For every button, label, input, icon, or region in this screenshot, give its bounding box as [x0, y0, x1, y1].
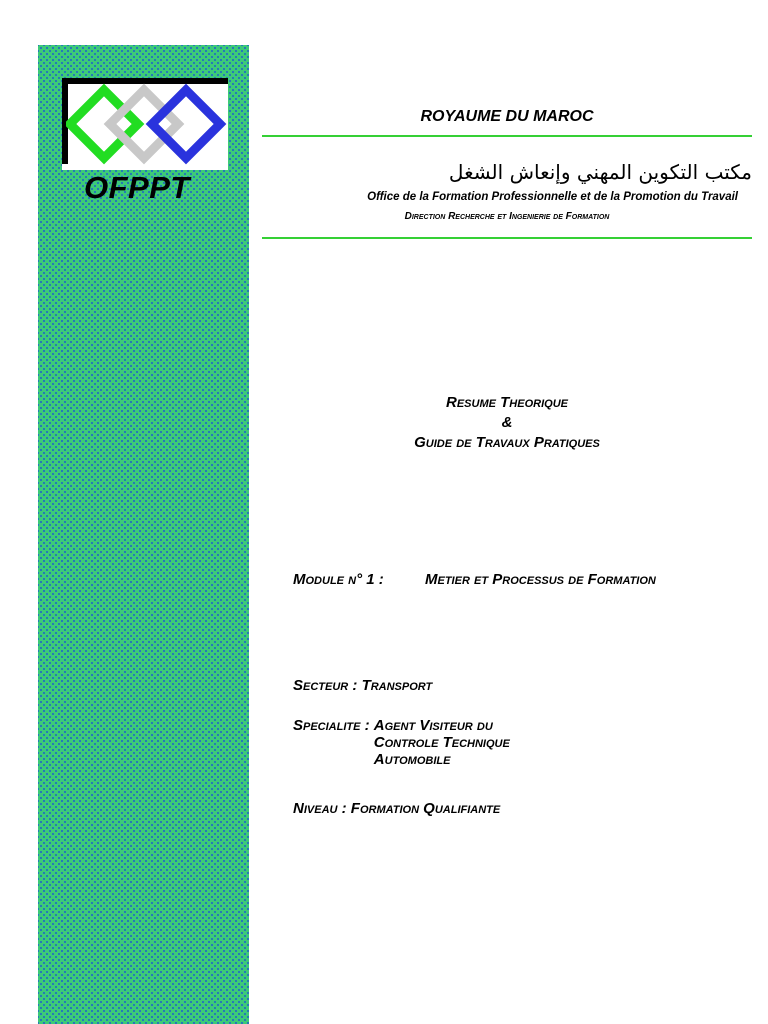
module-label: Module n° 1 :	[293, 571, 388, 588]
specialite-value-line-2: Controle Technique	[373, 734, 510, 751]
secteur-info	[293, 677, 432, 694]
title-line-1: Resume Theorique	[446, 394, 568, 411]
header-rule-top	[262, 135, 752, 137]
office-name: Office de la Formation Professionnelle et de la Promotion du Travail	[367, 191, 738, 203]
niveau-value: Formation Qualifiante	[350, 800, 501, 817]
niveau-label: Niveau :	[293, 800, 351, 817]
specialite-label: Specialite :	[293, 717, 374, 734]
specialite-info	[293, 717, 510, 768]
ofppt-logo-icon	[66, 82, 228, 168]
arabic-office-name: مكتب التكوين المهني وإنعاش الشغل	[448, 160, 752, 184]
module-value: Metier et Processus de Formation	[425, 571, 656, 588]
specialite-value	[374, 717, 510, 768]
module-info	[293, 571, 675, 588]
specialite-value-line-1: Agent Visiteur du	[373, 717, 493, 734]
logo-text: OFPPT	[84, 170, 190, 205]
country-title: ROYAUME DU MAROC	[420, 108, 594, 125]
niveau-info	[293, 800, 500, 817]
title-line-2: Guide de Travaux Pratiques	[414, 434, 600, 451]
document-title	[262, 393, 752, 453]
logo-blue-diamond	[152, 90, 220, 158]
direction-name: Direction Recherche et Ingenierie de Formation	[404, 211, 610, 222]
specialite-value-line-3: Automobile	[373, 751, 451, 768]
secteur-value: Transport	[361, 677, 433, 694]
secteur-label: Secteur :	[293, 677, 362, 694]
header-rule-bottom	[262, 237, 752, 239]
title-ampersand: &	[501, 414, 513, 431]
